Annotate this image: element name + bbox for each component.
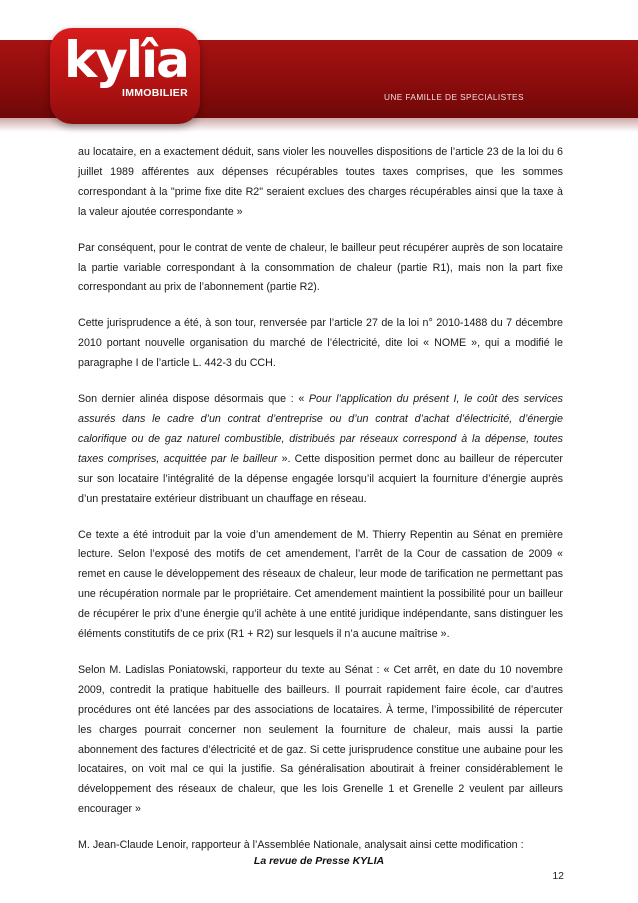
- document-body: [78, 143, 563, 872]
- paragraph: Ce texte a été introduit par la voie d’un amendement de M. Thierry Repentin au Sénat en première lecture. Selon l’exposé des motifs de cet amendement, l’arrêt de la Cour de cassation de 2009 « remet en cause le développement des réseaux de chaleur, leur mode de tarification ne permettant pas une récupération normale par le propriétaire. Cet amendement maintient la possibilité pour un bailleur de récupérer le prix d’une énergie qu’il achète à une entité juridique indépendante, sans distinguer les éléments constitutifs de ce prix (R1 + R2) sur lesquels il n’a aucune maîtrise ».: [78, 528, 563, 641]
- paragraph-text: ». Cette disposition permet donc au bailleur de répercuter sur son locataire l’intégralité de la dépense engagée lorsqu’il acquiert la fourniture d’énergie auprès d’un prestataire extérieur distribuant un chauffage en réseau.: [78, 452, 563, 505]
- paragraph-text: Son dernier alinéa dispose désormais que : «: [78, 393, 309, 406]
- header-tagline: UNE FAMILLE DE SPECIALISTES: [384, 92, 524, 102]
- paragraph: Par conséquent, pour le contrat de vente de chaleur, le bailleur peut récupérer auprès de son locataire la partie variable correspondant à la consommation de chaleur (partie R1), mais non la part fixe correspondant au prix de l’abonnement (partie R2).: [78, 241, 563, 294]
- paragraph: [78, 390, 563, 509]
- logo-text: kylîa: [64, 31, 188, 89]
- footer-title: La revue de Presse KYLIA: [253, 855, 385, 867]
- page-number: 12: [552, 870, 564, 882]
- paragraph: Selon M. Ladislas Poniatowski, rapporteur du texte au Sénat : « Cet arrêt, en date du 10 novembre 2009, contredit la pratique habituelle des bailleurs. Il pourrait rapidement faire école, car d’autres procédures ont été lancées par des associations de locataires. À terme, l’impossibilité de répercuter les charges pourrait concerner non seulement la fourniture de chaleur, mais aussi la partie abonnement des factures d’électricité et de gaz. Si cette jurisprudence constitue une aubaine pour les locataires, on voit mal ce qui la justifie. Sa généralisation aboutirait à freiner considérablement le développement des réseaux de chaleur, que les lois Grenelle 1 et Grenelle 2 veulent par ailleurs encourager »: [78, 663, 563, 816]
- logo-subtext: IMMOBILIER: [122, 87, 188, 99]
- paragraph: au locataire, en a exactement déduit, sans violer les nouvelles dispositions de l’article 23 de la loi du 6 juillet 1989 afférentes aux dépenses récupérables toutes taxes comprises, que les sommes correspondant à la "prime fixe dite R2" seraient exclues des charges récupérables ainsi que la taxe à la valeur ajoutée correspondante »: [78, 146, 563, 218]
- paragraph: M. Jean-Claude Lenoir, rapporteur à l’Assemblée Nationale, analysait ainsi cette modification :: [78, 839, 524, 852]
- legal-quote: Pour l’application du présent I, le coût des services assurés dans le cadre d’un contrat d’entreprise ou d’un contrat d’achat d’électricité, d’énergie calorifique ou de gaz naturel combustible, distribués par réseaux correspond à la dépense, toutes taxes comprises, acquittée par le bailleur: [78, 393, 563, 465]
- paragraph: Cette jurisprudence a été, à son tour, renversée par l’article 27 de la loi n° 2010-1488 du 7 décembre 2010 portant nouvelle organisation du marché de l’électricité, dite loi « NOME », qui a modifié le paragraphe I de l’article L. 442-3 du CCH.: [78, 317, 563, 370]
